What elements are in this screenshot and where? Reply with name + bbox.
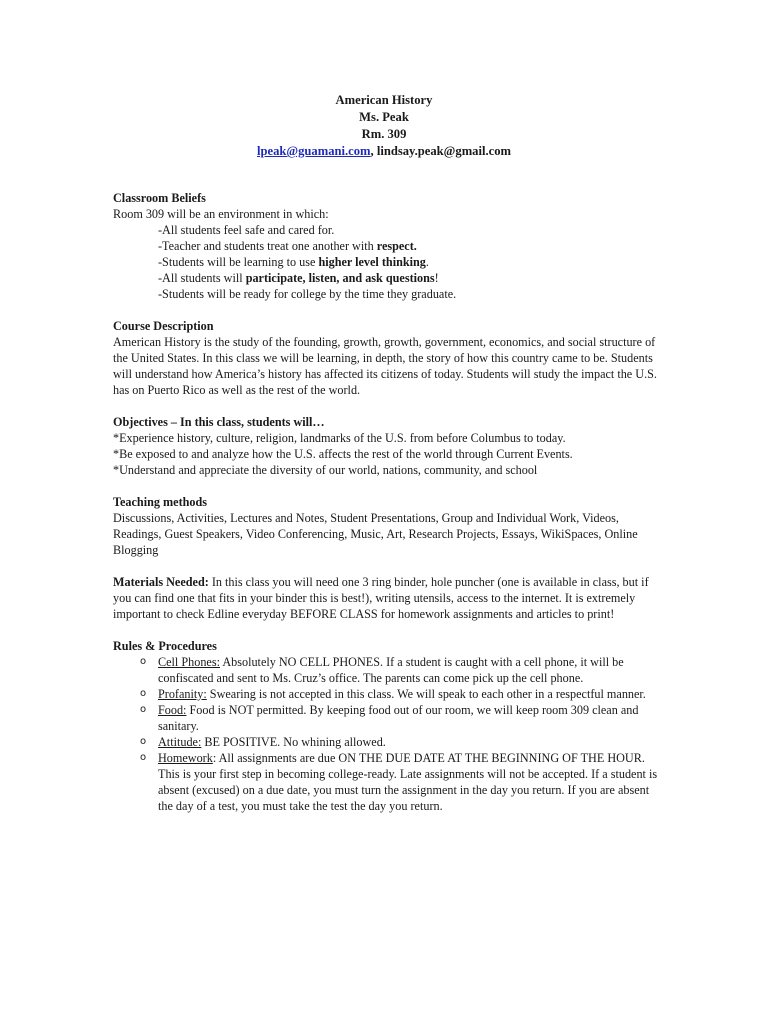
email-link-primary[interactable]: lpeak@guamani.com	[257, 144, 371, 158]
materials-section	[113, 574, 658, 622]
belief-text: -Students will be ready for college by the time they graduate.	[158, 287, 457, 301]
objective-item: *Be exposed to and analyze how the U.S. affects the rest of the world through Current Events.	[113, 447, 573, 461]
room-number: Rm. 309	[361, 127, 407, 141]
belief-item	[113, 286, 658, 302]
rule-item	[113, 702, 658, 734]
classroom-beliefs-intro: Room 309 will be an environment in which:	[113, 207, 329, 221]
teacher-name: Ms. Peak	[359, 110, 409, 124]
rule-label: Attitude:	[158, 735, 202, 749]
belief-suffix: !	[434, 271, 439, 285]
rules-list	[113, 654, 658, 814]
course-description-heading: Course Description	[113, 319, 214, 333]
belief-text: -Students will be learning to use	[158, 255, 319, 269]
syllabus-header	[0, 92, 768, 160]
contact-emails	[0, 143, 768, 160]
teaching-methods-heading: Teaching methods	[113, 495, 208, 509]
materials-text: In this class you will need one 3 ring binder, hole puncher (one is available in class, but if you can find one that fits in your binder this is best!), writing utensils, access to the internet. It is extremely important to check Edline everyday BEFORE CLASS for homework assignments and articles to print!	[113, 575, 649, 621]
belief-item	[113, 254, 658, 270]
rule-label: Food:	[158, 703, 187, 717]
rule-text: Absolutely NO CELL PHONES. If a student is caught with a cell phone, it will be confiscated and sent to Ms. Cruz’s office. The parents can come pick up the cell phone.	[158, 655, 624, 685]
rules-section	[113, 638, 658, 814]
classroom-beliefs-section	[113, 190, 658, 302]
rule-label: Homework	[158, 751, 213, 765]
belief-text: -All students will	[158, 271, 246, 285]
syllabus-body	[113, 190, 658, 830]
course-description-section	[113, 318, 658, 398]
teaching-methods-text: Discussions, Activities, Lectures and Notes, Student Presentations, Group and Individual Work, Videos, Readings, Guest Speakers, Video Conferencing, Music, Art, Research Projects, Essays, WikiSpaces, Online Blogging	[113, 511, 638, 557]
rule-label: Cell Phones:	[158, 655, 220, 669]
classroom-beliefs-heading: Classroom Beliefs	[113, 191, 206, 205]
rule-label: Profanity:	[158, 687, 207, 701]
teaching-methods-section	[113, 494, 658, 558]
rule-text: BE POSITIVE. No whining allowed.	[201, 735, 386, 749]
rule-item	[113, 686, 658, 702]
belief-suffix: .	[425, 255, 429, 269]
email-secondary: lindsay.peak@gmail.com	[376, 144, 511, 158]
course-description-text: American History is the study of the founding, growth, growth, government, economics, and social structure of the United States. In this class we will be learning, in depth, the story of how this country came to be. Students will understand how America’s history has affected its citizens of today. Students will study the impact the U.S. has on Puerto Rico as well as the rest of the world.	[113, 335, 657, 397]
belief-item	[113, 270, 658, 286]
bullet-icon: o	[140, 736, 147, 747]
objective-item: *Experience history, culture, religion, landmarks of the U.S. from before Columbus to today.	[113, 431, 566, 445]
rules-heading: Rules & Procedures	[113, 639, 217, 653]
belief-text: -Teacher and students treat one another with	[158, 239, 377, 253]
materials-heading: Materials Needed:	[113, 575, 209, 589]
belief-item	[113, 238, 658, 254]
objectives-section	[113, 414, 658, 478]
bullet-icon: o	[140, 704, 147, 715]
bullet-icon: o	[140, 752, 147, 763]
objective-item: *Understand and appreciate the diversity of our world, nations, community, and school	[113, 463, 538, 477]
rule-text: : All assignments are due ON THE DUE DATE AT THE BEGINNING OF THE HOUR. This is your first step in becoming college-ready. Late assignments will not be accepted. If a student is absent (excused) on a due date, you must turn the assignment in the day you return. If you are absent the day of a test, you must take the test the day you return.	[158, 751, 658, 813]
belief-item	[113, 222, 658, 238]
objectives-heading: Objectives – In this class, students will…	[113, 415, 325, 429]
rule-text: Swearing is not accepted in this class. We will speak to each other in a respectful manner.	[206, 687, 646, 701]
rule-item	[113, 750, 658, 814]
email-separator: ,	[370, 144, 377, 158]
belief-emphasis: higher level thinking	[318, 255, 426, 269]
belief-emphasis: respect.	[376, 239, 417, 253]
rule-item	[113, 734, 658, 750]
bullet-icon: o	[140, 688, 147, 699]
belief-text: -All students feel safe and cared for.	[158, 223, 335, 237]
belief-emphasis: participate, listen, and ask questions	[245, 271, 435, 285]
course-title: American History	[335, 93, 433, 107]
rule-text: Food is NOT permitted. By keeping food out of our room, we will keep room 309 clean and sanitary.	[158, 703, 639, 733]
rule-item	[113, 654, 658, 686]
bullet-icon: o	[140, 656, 147, 667]
